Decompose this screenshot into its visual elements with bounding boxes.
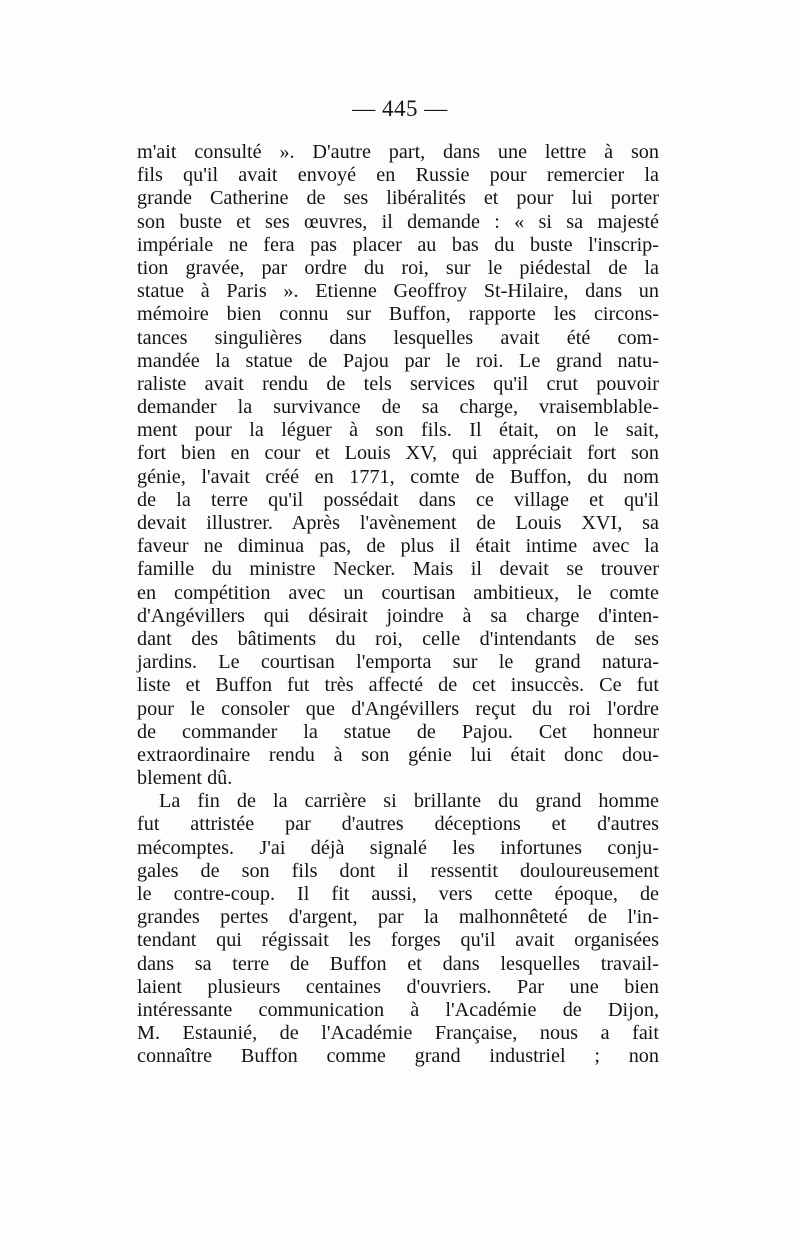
text-line: de la terre qu'il possédait dans ce village et qu'il xyxy=(137,488,659,511)
text-line: son buste et ses œuvres, il demande : « si sa majesté xyxy=(137,210,659,233)
text-line: gales de son fils dont il ressentit douloureusement xyxy=(137,859,659,882)
text-line: impériale ne fera pas placer au bas du buste l'inscrip- xyxy=(137,233,659,256)
text-line: La fin de la carrière si brillante du grand homme xyxy=(159,790,659,813)
page-number: — 445 — xyxy=(352,96,448,121)
text-line: statue à Paris ». Etienne Geoffroy St-Hilaire, dans un xyxy=(137,280,659,303)
text-line: mémoire bien connu sur Buffon, rapporte les circons- xyxy=(137,303,659,326)
text-line: fort bien en cour et Louis XV, qui appréciait fort son xyxy=(137,442,659,465)
text-line: jardins. Le courtisan l'emporta sur le grand natura- xyxy=(137,651,659,674)
text-line: laient plusieurs centaines d'ouvriers. Par une bien xyxy=(137,975,659,998)
text-line: dant des bâtiments du roi, celle d'intendants de ses xyxy=(137,627,659,650)
text-line: raliste avait rendu de tels services qu'il crut pouvoir xyxy=(137,372,659,395)
text-line: devait illustrer. Après l'avènement de Louis XVI, sa xyxy=(137,512,659,534)
text-line: tion gravée, par ordre du roi, sur le piédestal de la xyxy=(137,256,659,279)
text-line: demander la survivance de sa charge, vraisemblable- xyxy=(137,396,659,419)
text-line: blement dû. xyxy=(137,767,233,790)
text-line: de commander la statue de Pajou. Cet honneur xyxy=(137,720,659,743)
body-text xyxy=(137,141,659,1069)
text-line: tendant qui régissait les forges qu'il avait organisées xyxy=(137,929,659,952)
text-line: mandée la statue de Pajou par le roi. Le grand natu- xyxy=(137,349,659,372)
text-line: famille du ministre Necker. Mais il devait se trouver xyxy=(137,558,659,581)
text-line: connaître Buffon comme grand industriel ; non xyxy=(137,1045,659,1068)
text-line: ment pour la léguer à son fils. Il était, on le sait, xyxy=(137,419,659,442)
text-line: en compétition avec un courtisan ambitieux, le comte xyxy=(137,581,659,604)
text-line: pour le consoler que d'Angévillers reçut du roi l'ordre xyxy=(137,697,659,720)
text-line: m'ait consulté ». D'autre part, dans une lettre à son xyxy=(137,141,659,163)
text-line: génie, l'avait créé en 1771, comte de Buffon, du nom xyxy=(137,465,659,488)
text-line: extraordinaire rendu à son génie lui était donc dou- xyxy=(137,743,659,766)
text-line: fut attristée par d'autres déceptions et d'autres xyxy=(137,813,659,836)
text-line: mécomptes. J'ai déjà signalé les infortunes conju- xyxy=(137,836,659,859)
text-line: faveur ne diminua pas, de plus il était intime avec la xyxy=(137,535,659,558)
text-line: tances singulières dans lesquelles avait été com- xyxy=(137,326,659,349)
text-line: d'Angévillers qui désirait joindre à sa charge d'inten- xyxy=(137,604,659,627)
text-line: fils qu'il avait envoyé en Russie pour remercier la xyxy=(137,164,659,187)
text-line: dans sa terre de Buffon et dans lesquelles travail- xyxy=(137,952,659,975)
text-line: intéressante communication à l'Académie de Dijon, xyxy=(137,998,659,1021)
text-line: M. Estaunié, de l'Académie Française, nous a fait xyxy=(137,1022,659,1045)
text-line: liste et Buffon fut très affecté de cet insuccès. Ce fut xyxy=(137,674,659,697)
text-line: le contre-coup. Il fit aussi, vers cette époque, de xyxy=(137,883,659,905)
text-line: grandes pertes d'argent, par la malhonnêteté de l'in- xyxy=(137,906,659,929)
text-line: grande Catherine de ses libéralités et pour lui porter xyxy=(137,187,659,210)
